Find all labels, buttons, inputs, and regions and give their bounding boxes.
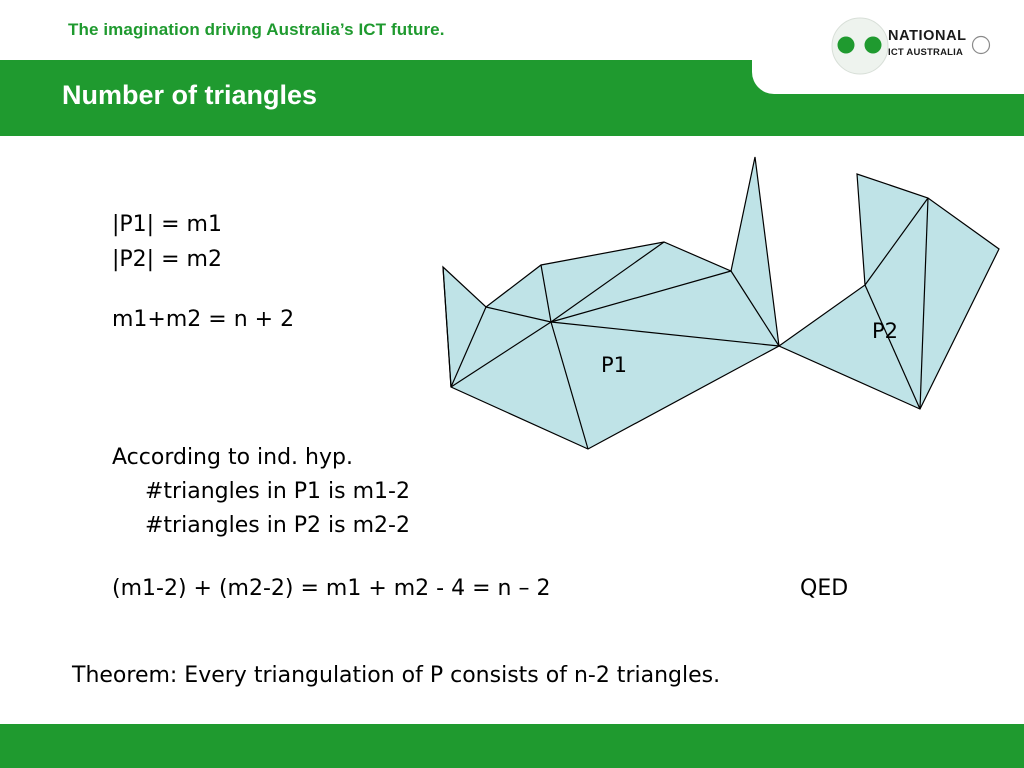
slide-title: Number of triangles [62,80,318,110]
qed-text: QED [800,576,849,601]
theorem-text: Theorem: Every triangulation of P consists of n-2 triangles. [72,663,721,688]
polygon-regions [443,157,999,449]
label-p2: P2 [872,319,899,343]
logo-line1: NATIONAL [888,28,967,44]
hypothesis-p2: #triangles in P2 is m2-2 [145,513,410,538]
polygon-p2 [779,174,999,409]
tagline: The imagination driving Australia’s ICT future. [68,20,445,39]
label-p1: P1 [601,353,628,377]
hypothesis-intro: According to ind. hyp. [112,445,353,470]
hypothesis-p1: #triangles in P1 is m1-2 [145,479,410,504]
equation-text: (m1-2) + (m2-2) = m1 + m2 - 4 = n – 2 [112,576,551,601]
p2-size-text: |P2| = m2 [112,247,222,272]
footer-band [0,724,1024,768]
polygon-p1 [443,157,779,449]
p1-size-text: |P1| = m1 [112,212,222,237]
sum-text: m1+m2 = n + 2 [112,307,295,332]
logo-line2: ICT AUSTRALIA [888,46,964,58]
